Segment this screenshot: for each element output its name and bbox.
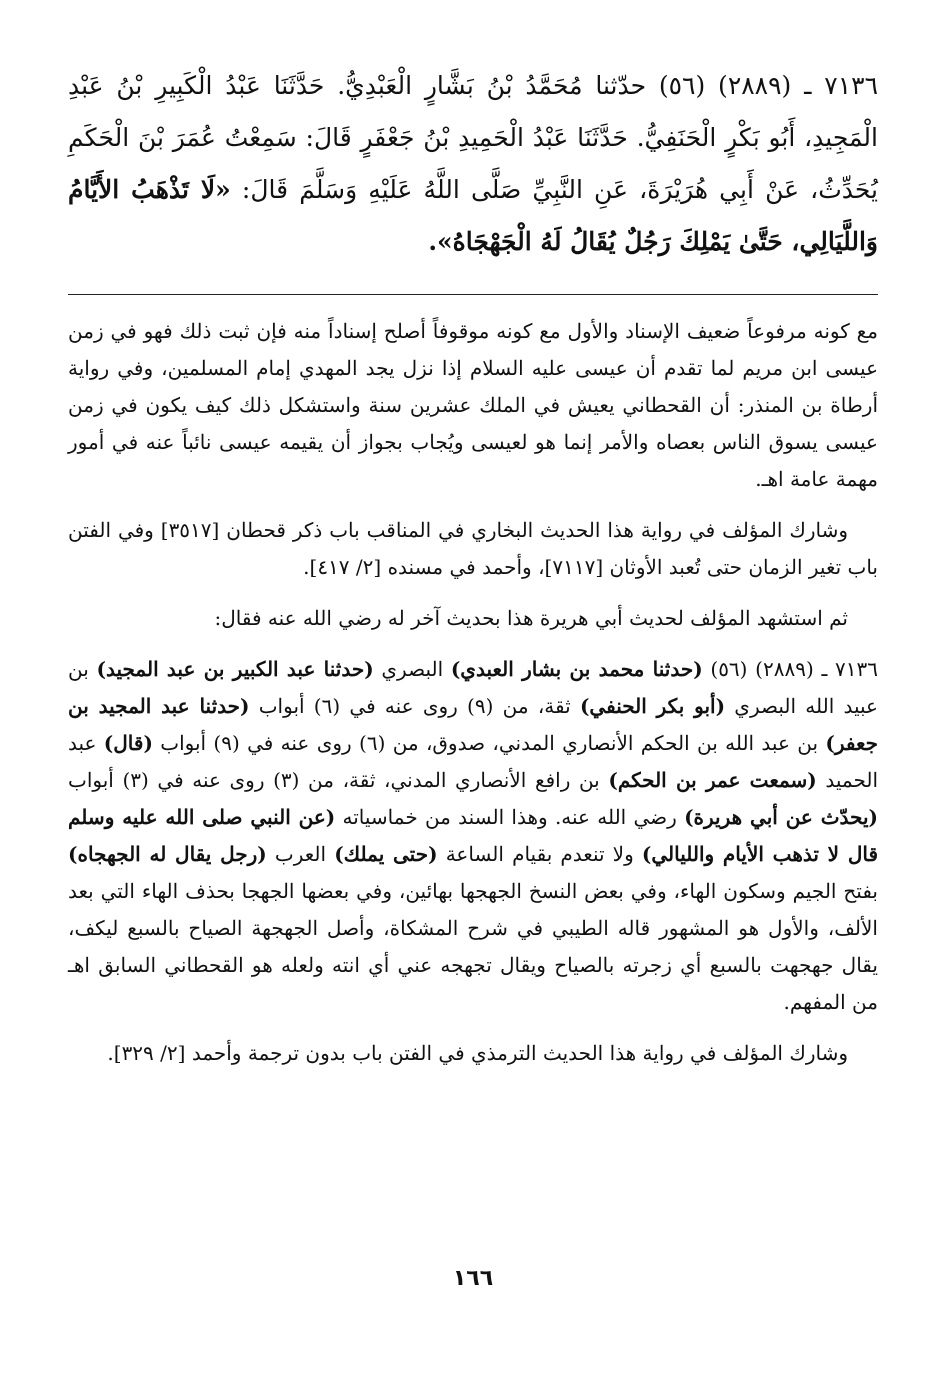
text-segment: بن عبيد الله البصري xyxy=(68,657,878,718)
book-page xyxy=(68,60,878,1375)
text-segment: بفتح الجيم وسكون الهاء، وفي بعض النسخ الجهجها بهائين، وفي بعضها الجهجا بحذف الهاء التي بعد الألف، والأول هو المشهور قاله الطيبي في شرح المشكاة، وأصل الجهجهة الصياح بالسبع ليكف، يقال جهجهت بالسبع أي زجرته بالصياح ويقال تجهجه عني أي انته ولعله هو القحطاني السابق اهـ من المفهم. xyxy=(68,879,878,1014)
bold-segment: (قال) xyxy=(103,731,153,755)
footnote-divider xyxy=(68,294,878,295)
page-number: ١٦٦ xyxy=(452,1266,494,1291)
bold-segment: (أبو بكر الحنفي) xyxy=(579,694,726,718)
commentary-paragraph-3: ثم استشهد المؤلف لحديث أبي هريرة هذا بحديث آخر له رضي الله عنه فقال: xyxy=(214,606,848,630)
text-segment: عبد الحميد xyxy=(68,731,879,792)
bold-segment: (يحدّث عن أبي هريرة) xyxy=(684,805,878,829)
matn-isnad: ٧١٣٦ ـ (٢٨٨٩) (٥٦) حدّثنا مُحَمَّدُ بْنُ بَشَّارٍ الْعَبْدِيُّ. حَدَّثَنَا عَبْدُ الْكَبِيرِ بْنُ عَبْدِ الْمَجِيدِ، أَبُو بَكْرٍ الْحَنَفِيُّ. حَدَّثَنَا عَبْدُ الْحَمِيدِ بْنُ جَعْفَرٍ قَالَ: سَمِعْتُ عُمَرَ بْنَ الْحَكَمِ يُحَدِّثُ، عَنْ أَبِي هُرَيْرَةَ، عَنِ النَّبِيِّ صَلَّى اللَّهُ عَلَيْهِ وَسَلَّمَ قَالَ: xyxy=(68,71,878,204)
bold-segment: (حدثنا عبد المجيد بن جعفر) xyxy=(68,694,878,755)
commentary-paragraph-4 xyxy=(68,651,878,1021)
matn-hadith-text: «لَا تَذْهَبُ الأَيَّامُ وَاللَّيَالِي، حَتَّىٰ يَمْلِكَ رَجُلٌ يُقَالُ لَهُ الْجَهْجَاهُ». xyxy=(68,175,878,256)
text-segment: بن عبد الله بن الحكم الأنصاري المدني، صدوق، من (٦) روى عنه في (٩) أبواب xyxy=(152,731,826,755)
text-segment: رضي الله عنه. وهذا السند من خماسياته xyxy=(335,805,685,829)
hadith-matn xyxy=(68,60,878,268)
commentary-paragraph-5: وشارك المؤلف في رواية هذا الحديث الترمذي في الفتن باب بدون ترجمة وأحمد [٢/ ٣٢٩]. xyxy=(107,1041,848,1065)
text-segment: البصري xyxy=(373,657,451,681)
bold-segment: (سمعت عمر بن الحكم) xyxy=(608,768,817,792)
text-segment: بن رافع الأنصاري المدني، ثقة، من (٣) روى عنه في (٣) أبواب xyxy=(68,768,609,792)
commentary-paragraph-2: وشارك المؤلف في رواية هذا الحديث البخاري في المناقب باب ذكر قحطان [٣٥١٧] وفي الفتن باب تغير الزمان حتى تُعبد الأوثان [٧١١٧]، وأحمد في مسنده [٢/ ٤١٧]. xyxy=(68,518,878,579)
commentary xyxy=(68,313,878,1072)
text-segment: ولا تنعدم بقيام الساعة xyxy=(437,842,642,866)
bold-segment: (حدثنا عبد الكبير بن عبد المجيد) xyxy=(96,657,374,681)
bold-segment: (عن النبي صلى الله عليه وسلم قال لا تذهب الأيام والليالي) xyxy=(68,805,879,866)
text-segment: ٧١٣٦ ـ (٢٨٨٩) (٥٦) xyxy=(702,657,878,681)
commentary-paragraph-1: مع كونه مرفوعاً ضعيف الإسناد والأول مع كونه موقوفاً أصلح إسناداً منه فإن ثبت ذلك فهو في زمن عيسى ابن مريم لما تقدم أن عيسى عليه السلام إذا نزل يجد المهدي إمام المسلمين، وفي رواية أرطاة بن المنذر: أن القحطاني يعيش في الملك عشرين سنة واستشكل ذلك كيف يكون في زمن عيسى يسوق الناس بعصاه والأمر إنما هو لعيسى ويُجاب بجواز أن يقيمه عيسى نائباً عنه في أمور مهمة عامة اهـ. xyxy=(68,319,879,491)
bold-segment: (حتى يملك) xyxy=(334,842,438,866)
bold-segment: (رجل يقال له الجهجاه) xyxy=(68,842,267,866)
text-segment: العرب xyxy=(266,842,335,866)
bold-segment: (حدثنا محمد بن بشار العبدي) xyxy=(450,657,703,681)
text-segment: ثقة، من (٩) روى عنه في (٦) أبواب xyxy=(249,694,580,718)
